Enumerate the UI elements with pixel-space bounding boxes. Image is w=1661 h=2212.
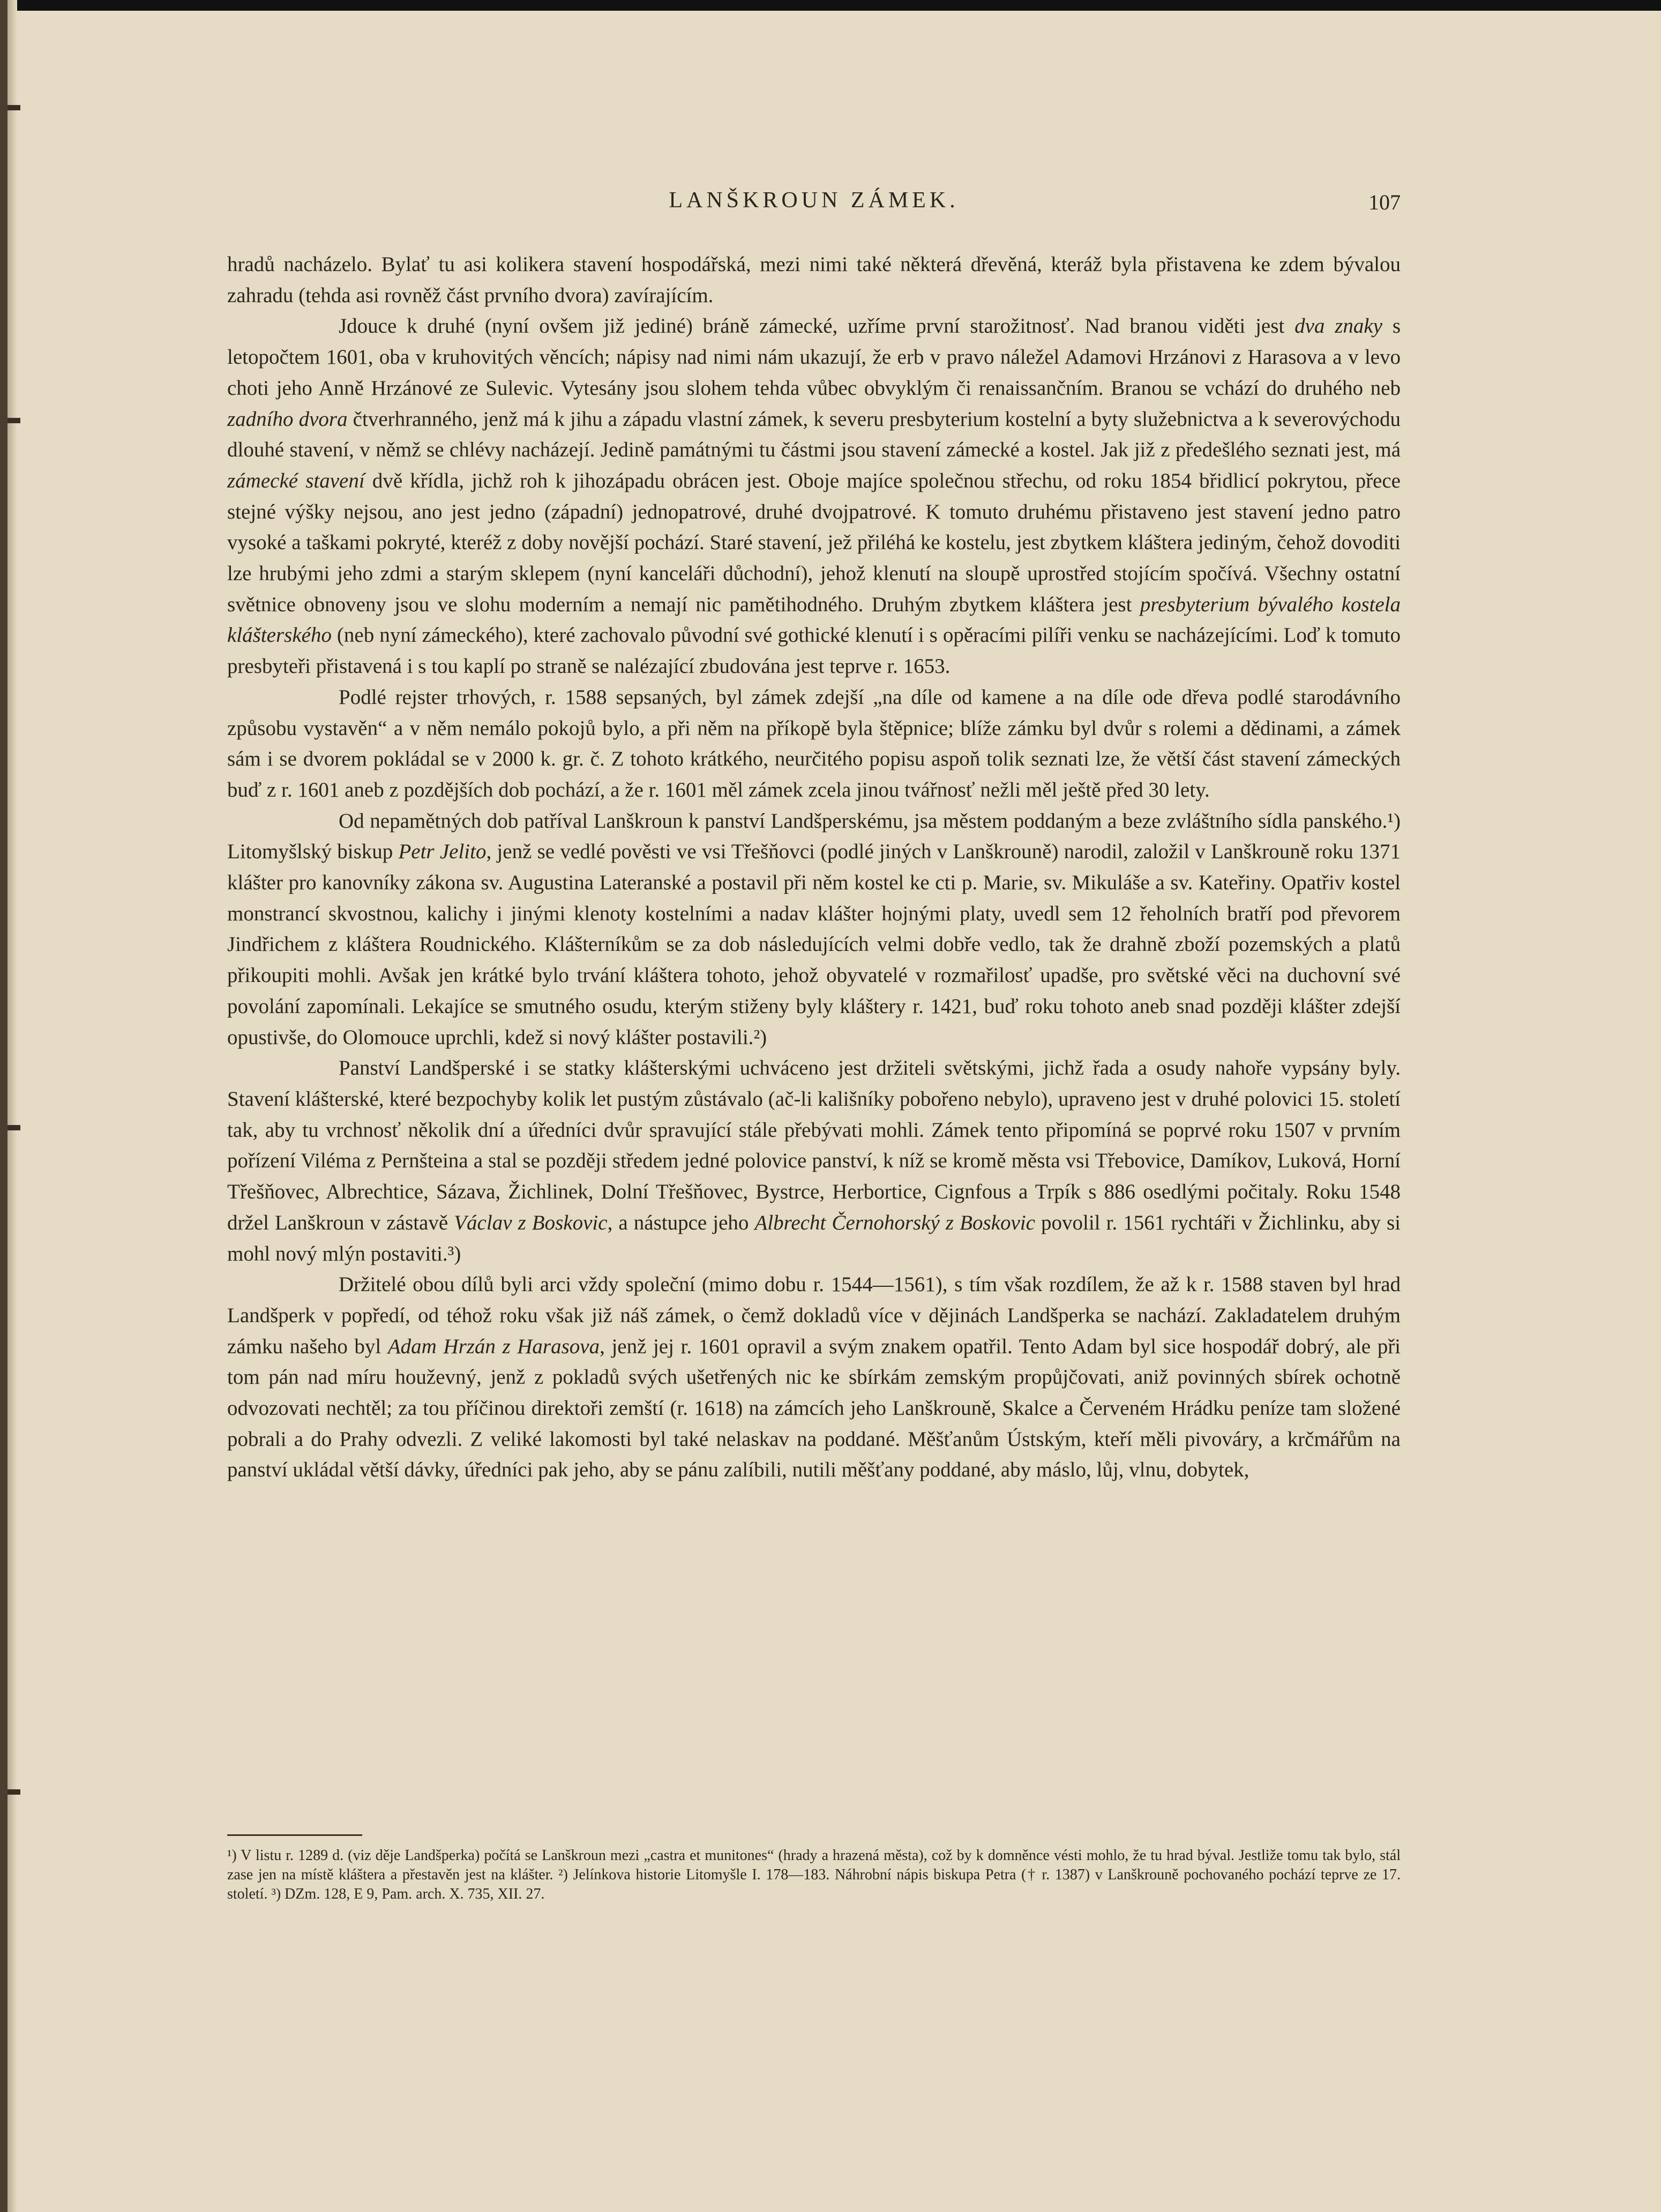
paragraph: [227, 311, 1401, 681]
footnote-ref: ³): [447, 1242, 461, 1265]
italic-name: zámecké stavení: [227, 469, 365, 492]
text-run: (neb nyní zámeckého), které zachovalo původní své gothické klenutí i s opěracími pilíři venku se nacházejícími. Loď k tomuto presbyteři přistavená i s tou kaplí po straně se nalézající zbudována jest teprve r. 1653.: [227, 624, 1401, 678]
book-page: [227, 0, 1401, 2212]
text-run: Od nepamětných dob patříval Lanškroun k panství Landšperskému, jsa městem poddaným a beze zvláštního sídla panského.: [339, 809, 1388, 833]
italic-name: dva znaky: [1295, 314, 1382, 338]
italic-name: Albrecht Černohorský z Boskovic: [754, 1211, 1035, 1234]
text-run: s letopočtem 1601, oba v kruhovitých věncích; nápisy nad nimi nám ukazují, že erb v pravo náležel Adamovi Hrzánovi z Harasova a v levo choti jeho Anně Hrzánové ze Sulevic. Vytesány jsou slohem tehda vůbec obvyklým či renaissančním. Branou se vchází do druhého neb: [227, 314, 1401, 400]
scan-left-border: [0, 0, 8, 2212]
italic-name: Petr Jelito: [398, 840, 487, 864]
text-run: Podlé rejster trhových, r. 1588 sepsaných, byl zámek zdejší „na díle od kamene a na díle ode dřeva podlé starodávního způsobu vystavěn“ a v něm nemálo pokojů bylo, a při něm na příkopě byla štěpnice; blíže zámku byl dvůr s rolemi a dědinami, a zámek sám i se dvorem pokládal se v 2000 k. gr. č. Z tohoto krátkého, neurčitého popisu aspoň tolik seznati lze, že větší část stavení zámeckých buď z r. 1601 aneb z pozdějších dob pochází, a že r. 1601 měl zámek zcela jinou tvářnosť nežli měl ještě před 30 lety.: [227, 685, 1401, 801]
footnote-ref: ²): [753, 1025, 767, 1049]
footnote-ref: ¹): [1387, 809, 1401, 833]
text-run: dvě křídla, jichž roh k jihozápadu obrácen jest. Oboje majíce společnou střechu, od roku 1854 břidlicí pokrytou, přece stejné výšky nejsou, ano jest jedno (západní) jednopatrové, druhé dvojpatrové. K tomuto druhému přistaveno jest stavení jedno patro vysoké a taškami pokryté, kteréž z doby novější pochází. Staré stavení, jež přiléhá ke kostelu, jest zbytkem kláštera jediným, čehož dovoditi lze hrubými jeho zdmi a starým sklepem (nyní kanceláři důchodní), jehož klenutí na sloupě uprostřed stojícím spočívá. Všechny ostatní světnice obnoveny jsou ve slohu moderním a nemají nic pamětihodného. Druhým zbytkem kláštera jest: [227, 469, 1401, 616]
binding-mark: [8, 1789, 20, 1795]
text-run: Jdouce k druhé (nyní ovšem již jediné) bráně zámecké, uzříme první starožitnosť. Nad branou viděti jest: [339, 314, 1295, 338]
italic-name: zadního dvora: [227, 407, 348, 431]
text-run: povolil r. 1561 rychtáři v Žichlinku, aby si mohl nový mlýn postaviti.: [227, 1211, 1401, 1265]
text-run: Držitelé obou dílů byli arci vždy společní (mimo dobu r. 1544—1561), s tím však rozdílem, že až k r. 1588 staven byl hrad Landšperk v popředí, od téhož roku však již náš zámek, o čemž dokladů více v dějinách Landšperka se nachází. Zakladatelem druhým zámku našeho byl: [227, 1273, 1401, 1358]
footnotes: ¹) V listu r. 1289 d. (viz děje Landšperka) počítá se Lanškroun mezi „castra et munitones“ (hrady a hrazená města), což by k domněnce vésti mohlo, že tu hrad býval. Jestliže tomu tak bylo, stál zase jen na místě kláštera a přestavěn jest na klášter. ²) Jelínkova historie Litomyšle I. 178—183. Náhrobní nápis biskupa Petra († r. 1387) v Lanškrouně pochovaného pochází teprve ze 17. století. ³) DZm. 128, E 9, Pam. arch. X. 735, XII. 27.: [227, 1847, 1401, 1902]
page-header: [227, 188, 1401, 220]
text-run: hradů nacházelo. Bylať tu asi kolikera stavení hospodářská, mezi nimi také některá dřevěná, kteráž byla přistavena ke zdem bývalou zahradu (tehda asi rovněž část prvního dvora) zavírajícím.: [227, 253, 1401, 307]
binding-mark: [8, 1125, 20, 1130]
italic-name: Václav z Boskovic: [454, 1211, 608, 1234]
text-run: Panství Landšperské i se statky klášterskými uchváceno jest držiteli světskými, jichž řada a osudy nahoře vypsány byly. Stavení klášterské, které bezpochyby kolik let pustým zůstávalo (ač-li kališníky pobořeno nebylo), upraveno jest v druhé polovici 15. století tak, aby tu vrchnosť několik dní a úředníci dvůr spravující stále přebývati mohli. Zámek tento připomíná se poprvé roku 1507 v prvním pořízení Viléma z Pernšteina a stal se později středem jedné polovice panství, k níž se kromě města vsi Třebovice, Damíkov, Luková, Horní Třešňovec, Albrechtice, Sázava, Žichlinek, Dolní Třešňovec, Bystrce, Herbortice, Cignfous a Trpík s 886 osedlými počitaly. Roku 1548 držel Lanškroun v zástavě: [227, 1056, 1401, 1234]
body-text: [227, 249, 1401, 1486]
page-number: 107: [1368, 190, 1401, 214]
page-gutter-shadow: [8, 0, 17, 2212]
italic-name: Adam Hrzán z Harasova: [387, 1334, 600, 1358]
paragraph: [227, 806, 1401, 1053]
binding-mark: [8, 105, 20, 110]
text-run: , a nástupce jeho: [607, 1211, 755, 1234]
running-title: LANŠKROUN ZÁMEK.: [669, 188, 959, 213]
text-run: , jenž jej r. 1601 opravil a svým znakem opatřil. Tento Adam byl sice hospodář dobrý, ale při tom pán nad míru houževný, jenž z pokladů svých ušetřených nic ke sbírkám zemským propůjčovati, aniž povinných sbírek ochotně odvozovati nechtěl; za tou příčinou direktoři zemští (r. 1618) na zámcích jeho Lanškrouně, Skalce a Červeném Hrádku peníze tam složené pobrali a do Prahy odvezli. Z veliké lakomosti byl také nelaskav na poddané. Měšťanům Ústským, kteří měli pivováry, a krčmářům na panství ukládal větší dávky, úředníci pak jeho, aby se pánu zalíbili, nutili měšťany poddané, aby máslo, lůj, vlnu, dobytek,: [227, 1334, 1401, 1482]
text-run: čtverhranného, jenž má k jihu a západu vlastní zámek, k severu presbyterium kostelní a byty služebnictva a k severovýchodu dlouhé stavení, v němž se chlévy nacházejí. Jedině památnými tu částmi jsou stavení zámecké a kostel. Jak již z předešlého seznati jest, má: [227, 407, 1401, 462]
footnote-separator: [227, 1834, 362, 1836]
paragraph: [227, 249, 1401, 311]
paragraph: [227, 1269, 1401, 1486]
italic-name: presbyterium bývalého kostela klášterského: [227, 593, 1401, 647]
paragraph: [227, 682, 1401, 806]
binding-mark: [8, 418, 20, 423]
text-run: Litomyšlský biskup: [227, 840, 399, 864]
text-run: , jenž se vedlé pověsti ve vsi Třešňovci (podlé jiných v Lanškrouně) narodil, založil v Lanškrouně roku 1371 klášter pro kanovníky zákona sv. Augustina Lateranské a postavil při něm kostel ke cti p. Marie, sv. Mikuláše a sv. Kateřiny. Opatřiv kostel monstrancí skvostnou, kalichy i jinými klenoty kostelními a nadav klášter hojnými platy, uvedl sem 12 řeholních bratří pod převorem Jindřichem z kláštera Roudnického. Klášterníkům se za dob následujících velmi dobře vedlo, tak že drahně zboží pozemských a platů přikoupiti mohli. Avšak jen krátké bylo trvání kláštera tohoto, jehož obyvatelé v rozmařilosť upadše, pro světské věci na duchovní své povolání zapomínali. Lekajíce se smutného osudu, kterým stiženy byly kláštery r. 1421, buď roku tohoto aneb snad později klášter zdejší opustivše, do Olomouce uprchli, kdež si nový klášter postavili.: [227, 840, 1401, 1049]
paragraph: [227, 1053, 1401, 1269]
